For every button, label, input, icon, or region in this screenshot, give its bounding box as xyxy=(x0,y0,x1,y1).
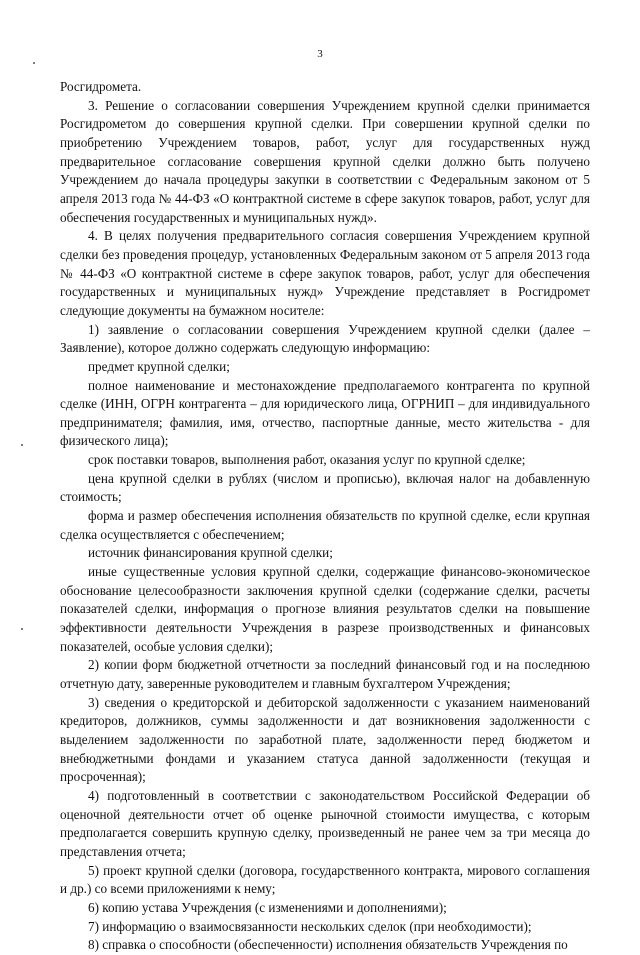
paragraph-agency-name: Росгидромета. xyxy=(60,79,142,94)
list-item-draft-deal: 5) проект крупной сделки (договора, государственного контракта, мирового соглашения и др.) со всеми приложениями к нему; xyxy=(60,862,590,897)
list-item-debts: 3) сведения о кредиторской и дебиторской задолженности с указанием наименований кредиторов, должников, суммы задолженности и дат возникновения задолженности с выделением задолженности по заработной плате, задолженности перед бюджетом и внебюджетными фондами и указанием статуса данной задолженности (текущая и просроченная); xyxy=(60,694,590,785)
scan-speck xyxy=(21,628,23,630)
list-item-delivery-term: срок поставки товаров, выполнения работ, оказания услуг по крупной сделке; xyxy=(88,452,526,468)
list-item-charter-copy: 6) копию устава Учреждения (с изменениями и дополнениями); xyxy=(88,899,447,915)
list-item-counterparty: полное наименование и местонахождение предполагаемого контрагента по крупной сделке (ИНН, ОГРН контрагента – для юридического лица, ОГРНИП – для индивидуального предпринимателя; фамилия, имя, отчество, паспортные данные, место жительства - для физического лица); xyxy=(60,377,590,449)
paragraph-clause-3: 3. Решение о согласовании совершения Учреждением крупной сделки принимается Росгидрометом до совершения крупной сделки. При совершении крупной сделки по приобретению Учреждением товаров, работ, услуг для государственных нужд предварительное согласование совершения крупной сделки должно быть получено Учреждением до начала процедуры закупки в соответствии с Федеральным законом от 5 апреля 2013 года № 44-ФЗ «О контрактной системе в сфере закупок товаров, работ, услуг для обеспечения государственных и муниципальных нужд». xyxy=(60,97,590,225)
list-item-application: 1) заявление о согласовании совершения Учреждением крупной сделки (далее – Заявление), которое должно содержать следующую информацию: xyxy=(60,321,590,356)
list-item-valuation-report: 4) подготовленный в соответствии с законодательством Российской Федерации об оценочной деятельности отчет об оценке рыночной стоимости имущества, с которым предполагается совершить крупную сделку, произведенный не ранее чем за три месяца до представления отчета; xyxy=(60,787,590,859)
list-item-subject: предмет крупной сделки; xyxy=(88,358,230,374)
list-item-funding-source: источник финансирования крупной сделки; xyxy=(88,545,333,561)
scan-speck xyxy=(33,62,35,64)
paragraph-clause-4: 4. В целях получения предварительного согласия совершения Учреждением крупной сделки без проведения процедур, установленных Федеральным законом от 5 апреля 2013 года № 44-ФЗ «О контрактной системе в сфере закупок товаров, работ, услуг для обеспечения государственных и муниципальных нужд» Учреждение представляет в Росгидромет следующие документы на бумажном носителе: xyxy=(60,228,590,318)
list-item-budget-reports: 2) копии форм бюджетной отчетности за последний финансовый год и на последнюю отчетную дату, заверенные руководителем и главным бухгалтером Учреждения; xyxy=(60,657,590,691)
list-item-other-conditions: иные существенные условия крупной сделки, содержащие финансово-экономическое обоснование целесообразности заключения крупной сделки (содержание сделки, расчеты показателей сделки, информация о прогнозе влияния результатов сделки на повышение эффективности деятельности Учреждения в разрезе производственных и финансовых показателей, особые условия сделки); xyxy=(60,564,590,654)
list-item-interrelated-deals: 7) информацию о взаимосвязанности нескольких сделок (при необходимости); xyxy=(88,918,532,934)
page-number: 3 xyxy=(317,48,323,60)
list-item-security: форма и размер обеспечения исполнения обязательств по крупной сделке, если крупная сделка осуществляется с обеспечением; xyxy=(60,508,590,542)
scan-speck xyxy=(21,444,23,446)
document-body xyxy=(60,78,590,955)
list-item-price: цена крупной сделки в рублях (числом и прописью), включая налог на добавленную стоимость; xyxy=(60,470,590,505)
list-item-capability-certificate: 8) справка о способности (обеспеченности) исполнения обязательств Учреждения по xyxy=(88,937,568,953)
